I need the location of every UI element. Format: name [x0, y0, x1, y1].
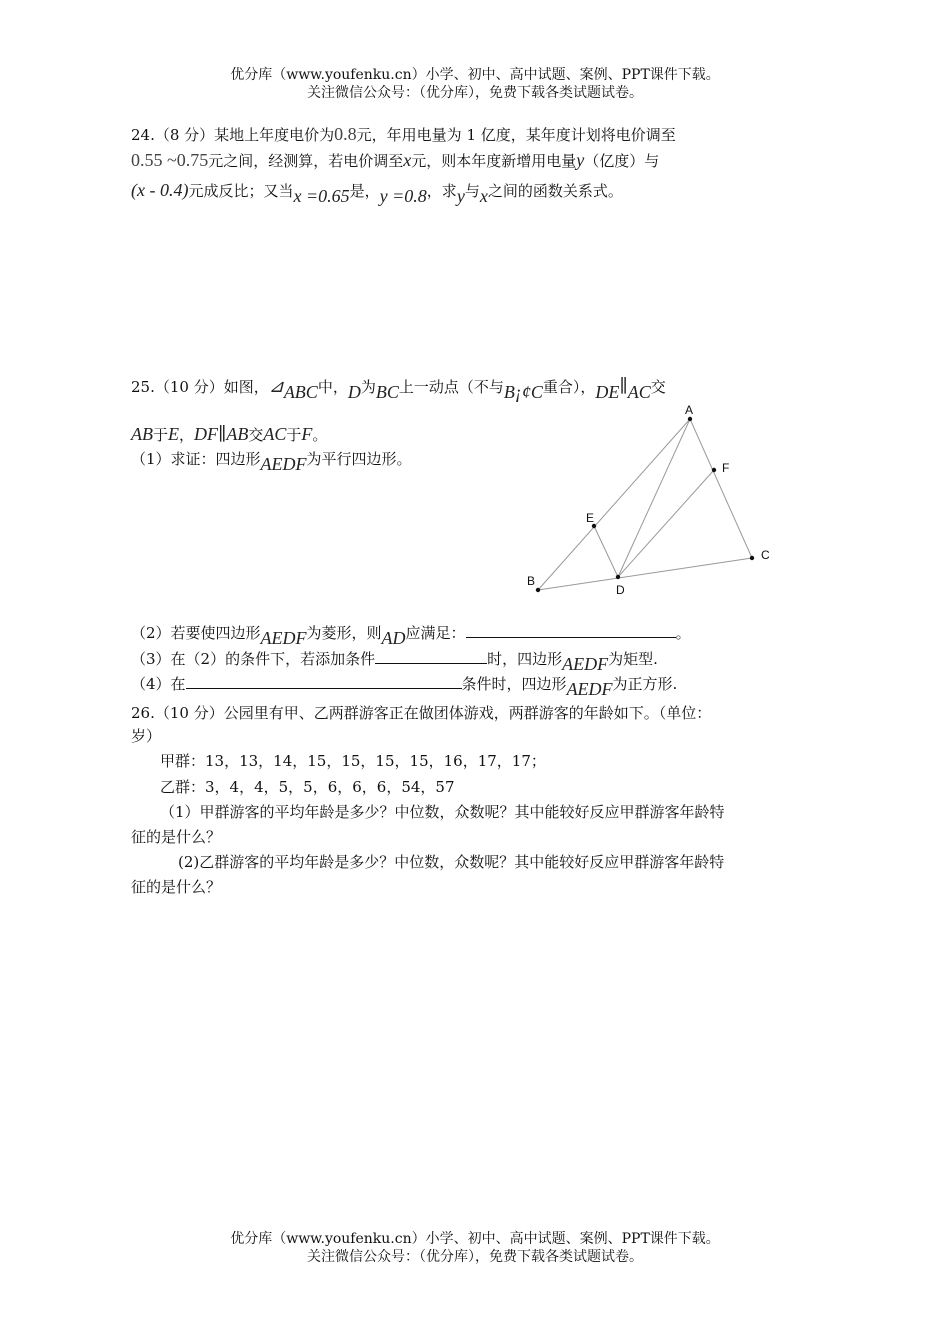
- segment-DF: [618, 470, 714, 577]
- edge-AC: [690, 419, 752, 558]
- segment-AD: [618, 419, 690, 577]
- q25-part-4: （4）在 条件时，四边形AEDF为正方形.: [131, 675, 678, 699]
- edge-AB: [538, 419, 690, 590]
- header-line-1: 优分库（www.youfenku.cn）小学、初中、高中试题、案例、PPT课件下载。: [230, 67, 720, 83]
- point-F: [712, 468, 716, 472]
- q25-part-3: （3）在（2）的条件下，若添加条件 时，四边形AEDF为矩型.: [131, 650, 658, 674]
- answer-blank-3[interactable]: [375, 649, 487, 664]
- point-C: [750, 556, 754, 560]
- q25-line-2: AB于E，DF∥AB交AC于F。: [131, 424, 328, 444]
- q25-part-1: （1）求证：四边形AEDF为平行四边形。: [131, 450, 412, 474]
- q24-line-1: 24.（8 分）某地上年度电价为0.8元，年用电量为 1 亿度，某年度计划将电价调至: [131, 124, 676, 144]
- label-C: C: [761, 548, 770, 562]
- answer-blank-4[interactable]: [186, 674, 462, 689]
- point-D: [616, 575, 620, 579]
- q26-group-yi: 乙群：3，4，4，5，5，6，6，6，54，57: [160, 778, 455, 796]
- label-B: B: [527, 574, 536, 588]
- q26-group-jia: 甲群：13，13，14，15，15，15，15，16，17，17；: [160, 752, 546, 770]
- answer-blank-2[interactable]: [466, 623, 676, 638]
- label-E: E: [586, 511, 595, 525]
- q26-line-1b: 岁）: [131, 727, 162, 745]
- footer-line-2: 关注微信公众号：（优分库），免费下载各类试题试卷。: [307, 1249, 643, 1265]
- triangle-figure: [500, 400, 790, 610]
- header-line-2: 关注微信公众号：（优分库），免费下载各类试题试卷。: [307, 85, 643, 101]
- point-A: [688, 417, 692, 421]
- q24-line-3: (x - 0.4)元成反比；又当x =0.65是，y =0.8，求y与x之间的函数关系式。: [131, 180, 623, 206]
- q26-sub-1a: （1）甲群游客的平均年龄是多少？中位数，众数呢？其中能较好反应甲群游客年龄特: [160, 803, 725, 821]
- label-D: D: [616, 583, 625, 597]
- segment-DE: [594, 526, 618, 577]
- point-B: [536, 588, 540, 592]
- edge-BC: [538, 558, 752, 590]
- q24-line-2: 0.55 ~0.75元之间，经测算，若电价调至x元，则本年度新增用电量y（亿度）与: [131, 150, 660, 170]
- footer-line-1: 优分库（www.youfenku.cn）小学、初中、高中试题、案例、PPT课件下载。: [230, 1231, 720, 1247]
- q26-line-1: 26.（10 分）公园里有甲、乙两群游客正在做团体游戏，两群游客的年龄如下。（单位：: [131, 704, 712, 722]
- label-A: A: [685, 403, 694, 417]
- q25-part-2: （2）若要使四边形AEDF为菱形，则AD应满足： 。: [131, 624, 691, 648]
- q26-sub-2b: 征的是什么？: [131, 878, 222, 896]
- q26-sub-2a: (2)乙群游客的平均年龄是多少？中位数，众数呢？其中能较好反应甲群游客年龄特: [178, 853, 725, 871]
- label-F: F: [722, 461, 730, 475]
- q25-line-1: 25.（10 分）如图，⊿ABC中，D为BC上一动点（不与B¡¢C重合），DE∥AC交: [131, 376, 666, 402]
- q26-sub-1b: 征的是什么？: [131, 828, 222, 846]
